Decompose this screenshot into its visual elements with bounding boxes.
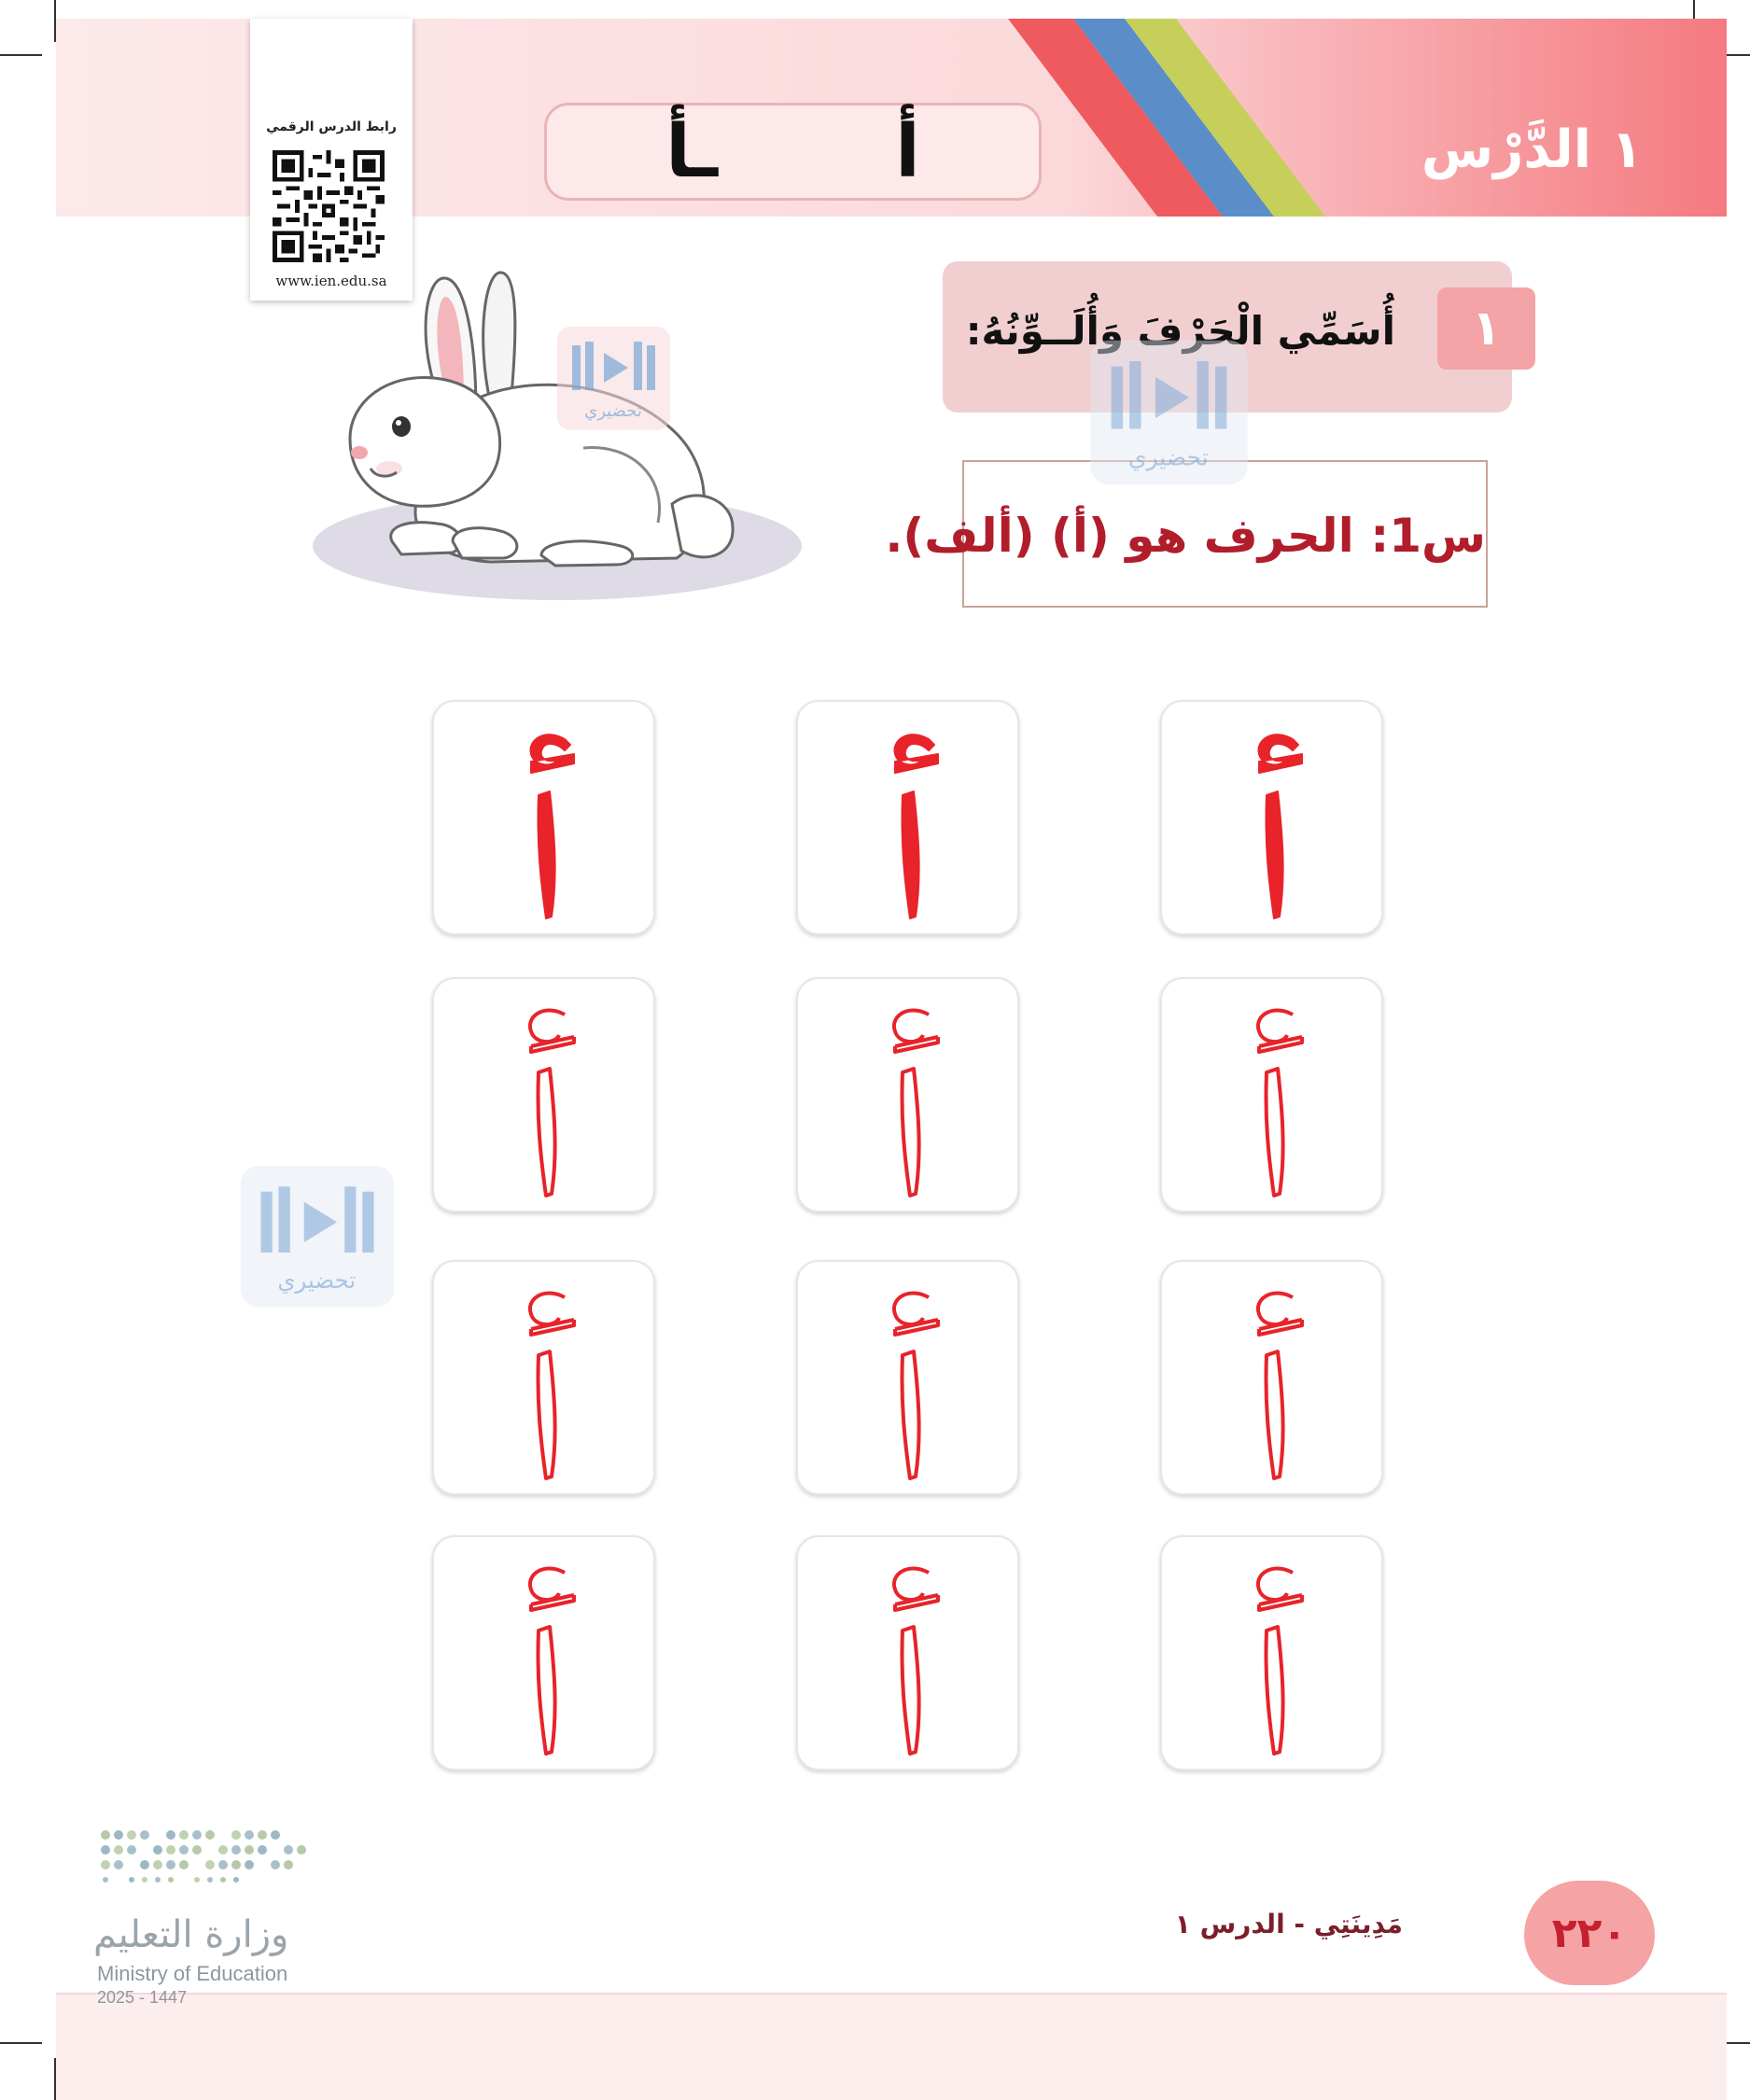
ministry-name-arabic: وزارة التعليم <box>93 1913 289 1956</box>
watermark-text: تحضيري <box>277 1267 357 1295</box>
watermark-logo-icon <box>238 1162 397 1311</box>
letter-card-outline[interactable] <box>1160 977 1383 1212</box>
footer-divider <box>56 1993 1727 1995</box>
alef-hamza-glyph-icon <box>434 1262 657 1497</box>
exercise-number-tab <box>1437 287 1535 370</box>
letter-card-filled[interactable] <box>796 700 1019 935</box>
exercise-number: ١ <box>1471 301 1502 357</box>
exercise-instruction: أُسَمِّي الْحَرْفَ وَأُلَــوِّنُهُ: <box>965 308 1395 354</box>
alef-hamza-glyph-icon <box>798 1537 1021 1772</box>
qr-url[interactable]: www.ien.edu.sa <box>275 273 387 289</box>
qr-card[interactable] <box>250 19 413 301</box>
ministry-logo-icon <box>98 1827 313 1893</box>
rabbit-illustration <box>303 261 812 616</box>
page-number: ٢٢٠ <box>1551 1909 1628 1957</box>
alef-hamza-glyph-icon <box>434 702 657 937</box>
letter-card-filled[interactable] <box>1160 700 1383 935</box>
watermark-text: تحضيري <box>584 401 642 421</box>
footer-band <box>56 1993 1727 2100</box>
alef-hamza-glyph-icon <box>1162 979 1385 1214</box>
alef-hamza-glyph-icon <box>434 1537 657 1772</box>
alef-hamza-glyph-icon <box>798 702 1021 937</box>
alef-hamza-glyph-icon <box>798 979 1021 1214</box>
letter-isolated-form: أ <box>895 109 920 194</box>
watermark-text: تحضيري <box>1127 443 1209 471</box>
letter-card-outline[interactable] <box>1160 1535 1383 1771</box>
letter-card-outline[interactable] <box>432 1535 655 1771</box>
book-lesson-label: مَدِينَتِي - الدرس ١ <box>1174 1909 1403 1939</box>
watermark-logo-icon <box>555 325 672 432</box>
page-number-badge <box>1524 1881 1655 1985</box>
edition-year: 2025 - 1447 <box>97 1988 188 2007</box>
letter-card-outline[interactable] <box>1160 1260 1383 1495</box>
letter-connected-form: ـأ <box>665 109 719 194</box>
lesson-title: الدَّرْس <box>1421 119 1591 180</box>
ministry-name-english: Ministry of Education <box>97 1962 288 1985</box>
alef-hamza-glyph-icon <box>1162 1262 1385 1497</box>
alef-hamza-glyph-icon <box>434 979 657 1214</box>
lesson-number: ١ <box>1610 119 1643 180</box>
qr-title: رابط الدرس الرقمي <box>266 119 397 134</box>
letter-card-outline[interactable] <box>432 1260 655 1495</box>
letter-card-outline[interactable] <box>796 1260 1019 1495</box>
letter-card-outline[interactable] <box>796 977 1019 1212</box>
watermark-logo-icon <box>1087 338 1251 487</box>
letter-card-outline[interactable] <box>796 1535 1019 1771</box>
alef-hamza-glyph-icon <box>798 1262 1021 1497</box>
crop-mark <box>0 54 42 56</box>
alef-hamza-glyph-icon <box>1162 702 1385 937</box>
alef-hamza-glyph-icon <box>1162 1537 1385 1772</box>
crop-mark <box>0 2042 42 2044</box>
featured-letters-pill <box>544 103 1042 201</box>
letter-card-filled[interactable] <box>432 700 655 935</box>
qr-code-icon[interactable] <box>273 146 385 267</box>
answer-text: س1: الحرف هو (أ) (ألف). <box>885 509 1486 563</box>
letter-card-outline[interactable] <box>432 977 655 1212</box>
